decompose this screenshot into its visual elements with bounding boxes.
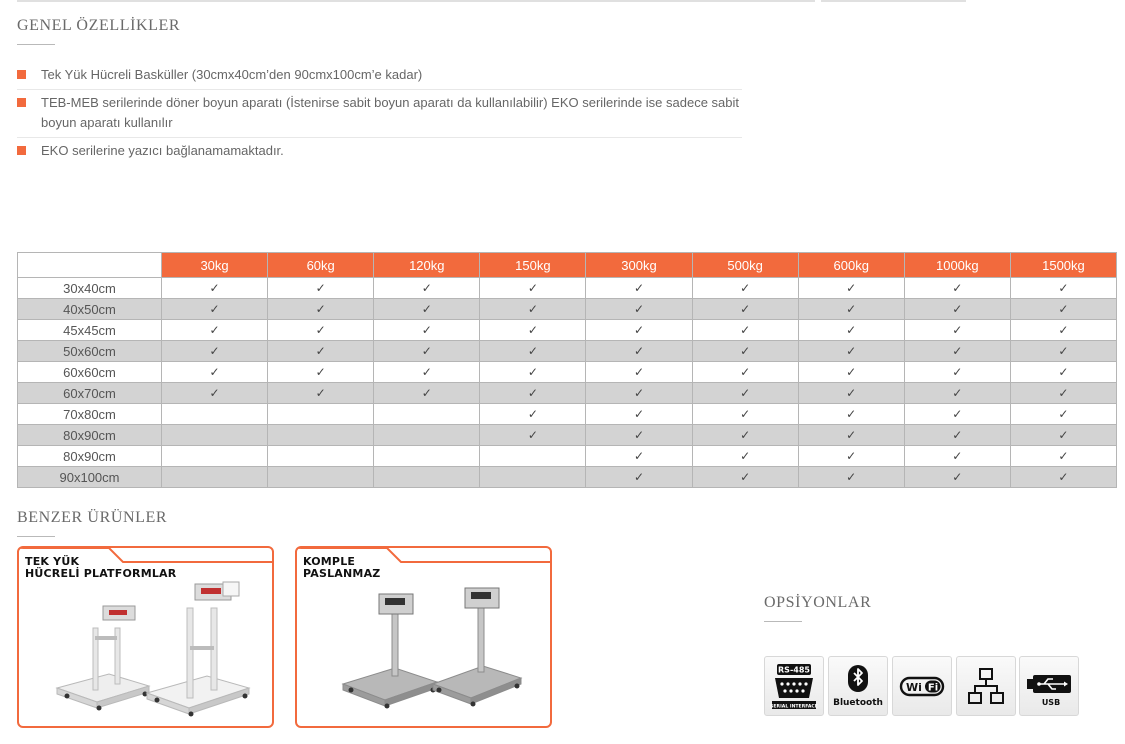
square-bullet-icon <box>17 70 26 79</box>
size-cell: 90x100cm <box>18 467 162 488</box>
check-mark-icon: ✓ <box>268 278 374 299</box>
check-mark-icon: ✓ <box>798 299 904 320</box>
check-mark-icon: ✓ <box>798 467 904 488</box>
table-row <box>18 404 1117 425</box>
check-mark-icon: ✓ <box>692 341 798 362</box>
similar-products-underline <box>17 536 55 537</box>
check-mark-icon: ✓ <box>904 404 1010 425</box>
option-bluetooth[interactable] <box>828 656 888 716</box>
check-mark-icon: ✓ <box>904 341 1010 362</box>
capacity-header: 1000kg <box>904 253 1010 278</box>
usb-icon <box>1024 661 1074 711</box>
check-mark-icon: ✓ <box>1010 341 1116 362</box>
check-mark-icon: ✓ <box>268 362 374 383</box>
product-card-title <box>25 556 176 580</box>
feature-item <box>17 62 742 90</box>
empty-cell <box>162 425 268 446</box>
options-title: OPSİYONLAR <box>764 594 872 611</box>
option-rs485[interactable] <box>764 656 824 716</box>
feature-text: TEB-MEB serilerinde döner boyun aparatı (İstenirse sabit boyun aparatı da kullanılabilir) EKO serilerinde ise sadece sabit boyun aparatı kullanılır <box>41 95 740 130</box>
empty-cell <box>480 467 586 488</box>
square-bullet-icon <box>17 146 26 155</box>
size-cell: 50x60cm <box>18 341 162 362</box>
check-mark-icon: ✓ <box>798 320 904 341</box>
feature-list <box>17 62 742 165</box>
check-mark-icon: ✓ <box>798 383 904 404</box>
check-mark-icon: ✓ <box>162 320 268 341</box>
empty-cell <box>162 446 268 467</box>
table-row <box>18 467 1117 488</box>
option-wifi[interactable] <box>892 656 952 716</box>
check-mark-icon: ✓ <box>798 425 904 446</box>
svg-text:Fi: Fi <box>927 682 939 694</box>
size-cell: 60x70cm <box>18 383 162 404</box>
check-mark-icon: ✓ <box>904 467 1010 488</box>
check-mark-icon: ✓ <box>162 362 268 383</box>
check-mark-icon: ✓ <box>904 425 1010 446</box>
check-mark-icon: ✓ <box>692 299 798 320</box>
top-divider-secondary <box>821 0 966 2</box>
check-mark-icon: ✓ <box>798 446 904 467</box>
capacity-header: 600kg <box>798 253 904 278</box>
check-mark-icon: ✓ <box>480 404 586 425</box>
size-cell: 80x90cm <box>18 446 162 467</box>
empty-cell <box>162 467 268 488</box>
capacity-size-table <box>17 252 1117 488</box>
check-mark-icon: ✓ <box>162 299 268 320</box>
general-features-underline <box>17 44 55 45</box>
feature-item <box>17 90 742 138</box>
size-cell: 40x50cm <box>18 299 162 320</box>
check-mark-icon: ✓ <box>1010 404 1116 425</box>
check-mark-icon: ✓ <box>162 278 268 299</box>
check-mark-icon: ✓ <box>904 278 1010 299</box>
capacity-header: 150kg <box>480 253 586 278</box>
check-mark-icon: ✓ <box>798 278 904 299</box>
option-network[interactable] <box>956 656 1016 716</box>
check-mark-icon: ✓ <box>692 383 798 404</box>
product-title-line: HÜCRELİ PLATFORMLAR <box>25 567 177 580</box>
table-row <box>18 425 1117 446</box>
check-mark-icon: ✓ <box>904 299 1010 320</box>
check-mark-icon: ✓ <box>692 278 798 299</box>
check-mark-icon: ✓ <box>586 425 692 446</box>
product-title-line: PASLANMAZ <box>303 567 381 580</box>
empty-cell <box>268 425 374 446</box>
table-row <box>18 341 1117 362</box>
check-mark-icon: ✓ <box>1010 446 1116 467</box>
size-cell: 70x80cm <box>18 404 162 425</box>
top-divider <box>17 0 815 2</box>
check-mark-icon: ✓ <box>480 341 586 362</box>
check-mark-icon: ✓ <box>162 383 268 404</box>
check-mark-icon: ✓ <box>1010 362 1116 383</box>
product-title-line: KOMPLE <box>303 555 356 568</box>
rs485-label: RS-485 <box>778 665 810 675</box>
check-mark-icon: ✓ <box>374 278 480 299</box>
table-row <box>18 299 1117 320</box>
size-cell: 30x40cm <box>18 278 162 299</box>
check-mark-icon: ✓ <box>1010 425 1116 446</box>
empty-cell <box>268 404 374 425</box>
product-card-stainless[interactable] <box>295 546 552 728</box>
capacity-header: 30kg <box>162 253 268 278</box>
check-mark-icon: ✓ <box>586 341 692 362</box>
check-mark-icon: ✓ <box>798 362 904 383</box>
check-mark-icon: ✓ <box>1010 278 1116 299</box>
table-row <box>18 278 1117 299</box>
check-mark-icon: ✓ <box>268 383 374 404</box>
check-mark-icon: ✓ <box>1010 383 1116 404</box>
check-mark-icon: ✓ <box>904 320 1010 341</box>
check-mark-icon: ✓ <box>1010 467 1116 488</box>
check-mark-icon: ✓ <box>692 362 798 383</box>
check-mark-icon: ✓ <box>586 320 692 341</box>
check-mark-icon: ✓ <box>374 341 480 362</box>
check-mark-icon: ✓ <box>268 299 374 320</box>
svg-text:Wi: Wi <box>906 681 922 694</box>
table-row <box>18 362 1117 383</box>
feature-item <box>17 138 742 165</box>
check-mark-icon: ✓ <box>1010 299 1116 320</box>
check-mark-icon: ✓ <box>586 278 692 299</box>
table-row <box>18 383 1117 404</box>
check-mark-icon: ✓ <box>904 383 1010 404</box>
empty-cell <box>374 446 480 467</box>
check-mark-icon: ✓ <box>586 467 692 488</box>
product-title-line: TEK YÜK <box>25 555 80 568</box>
empty-cell <box>268 446 374 467</box>
bluetooth-icon <box>833 661 883 711</box>
bluetooth-label: Bluetooth <box>833 698 883 708</box>
capacity-header: 500kg <box>692 253 798 278</box>
empty-cell <box>162 404 268 425</box>
check-mark-icon: ✓ <box>904 446 1010 467</box>
capacity-header: 120kg <box>374 253 480 278</box>
check-mark-icon: ✓ <box>692 404 798 425</box>
check-mark-icon: ✓ <box>268 320 374 341</box>
check-mark-icon: ✓ <box>480 320 586 341</box>
empty-cell <box>268 467 374 488</box>
check-mark-icon: ✓ <box>586 362 692 383</box>
network-icon <box>961 661 1011 711</box>
empty-cell <box>374 425 480 446</box>
wifi-icon <box>897 661 947 711</box>
check-mark-icon: ✓ <box>904 362 1010 383</box>
table-row <box>18 320 1117 341</box>
capacity-header: 1500kg <box>1010 253 1116 278</box>
rs485-sublabel: SERIAL INTERFACE <box>770 704 818 710</box>
empty-cell <box>374 404 480 425</box>
empty-cell <box>374 467 480 488</box>
check-mark-icon: ✓ <box>374 320 480 341</box>
check-mark-icon: ✓ <box>586 446 692 467</box>
check-mark-icon: ✓ <box>162 341 268 362</box>
check-mark-icon: ✓ <box>798 341 904 362</box>
check-mark-icon: ✓ <box>480 278 586 299</box>
check-mark-icon: ✓ <box>1010 320 1116 341</box>
check-mark-icon: ✓ <box>586 383 692 404</box>
rs485-icon <box>769 661 819 711</box>
table-corner-cell <box>18 253 162 278</box>
size-cell: 45x45cm <box>18 320 162 341</box>
usb-label: USB <box>1041 698 1061 707</box>
size-cell: 80x90cm <box>18 425 162 446</box>
check-mark-icon: ✓ <box>692 446 798 467</box>
square-bullet-icon <box>17 98 26 107</box>
table-row <box>18 446 1117 467</box>
check-mark-icon: ✓ <box>374 383 480 404</box>
product-card-title <box>303 556 380 580</box>
check-mark-icon: ✓ <box>692 467 798 488</box>
check-mark-icon: ✓ <box>374 299 480 320</box>
check-mark-icon: ✓ <box>374 362 480 383</box>
option-usb[interactable] <box>1019 656 1079 716</box>
general-features-title: GENEL ÖZELLİKLER <box>17 17 181 34</box>
feature-text: Tek Yük Hücreli Basküller (30cmx40cm’den 90cmx100cm’e kadar) <box>41 67 423 82</box>
check-mark-icon: ✓ <box>586 404 692 425</box>
options-underline <box>764 621 802 622</box>
check-mark-icon: ✓ <box>692 320 798 341</box>
check-mark-icon: ✓ <box>798 404 904 425</box>
empty-cell <box>480 446 586 467</box>
feature-text: EKO serilerine yazıcı bağlanamamaktadır. <box>41 143 284 158</box>
table-header-row <box>18 253 1117 278</box>
table-body <box>18 278 1117 488</box>
check-mark-icon: ✓ <box>480 299 586 320</box>
check-mark-icon: ✓ <box>268 341 374 362</box>
check-mark-icon: ✓ <box>480 383 586 404</box>
capacity-header: 60kg <box>268 253 374 278</box>
capacity-header: 300kg <box>586 253 692 278</box>
check-mark-icon: ✓ <box>480 425 586 446</box>
check-mark-icon: ✓ <box>480 362 586 383</box>
check-mark-icon: ✓ <box>692 425 798 446</box>
size-cell: 60x60cm <box>18 362 162 383</box>
check-mark-icon: ✓ <box>586 299 692 320</box>
similar-products-title: BENZER ÜRÜNLER <box>17 509 168 526</box>
product-card-single-load-cell[interactable] <box>17 546 274 728</box>
